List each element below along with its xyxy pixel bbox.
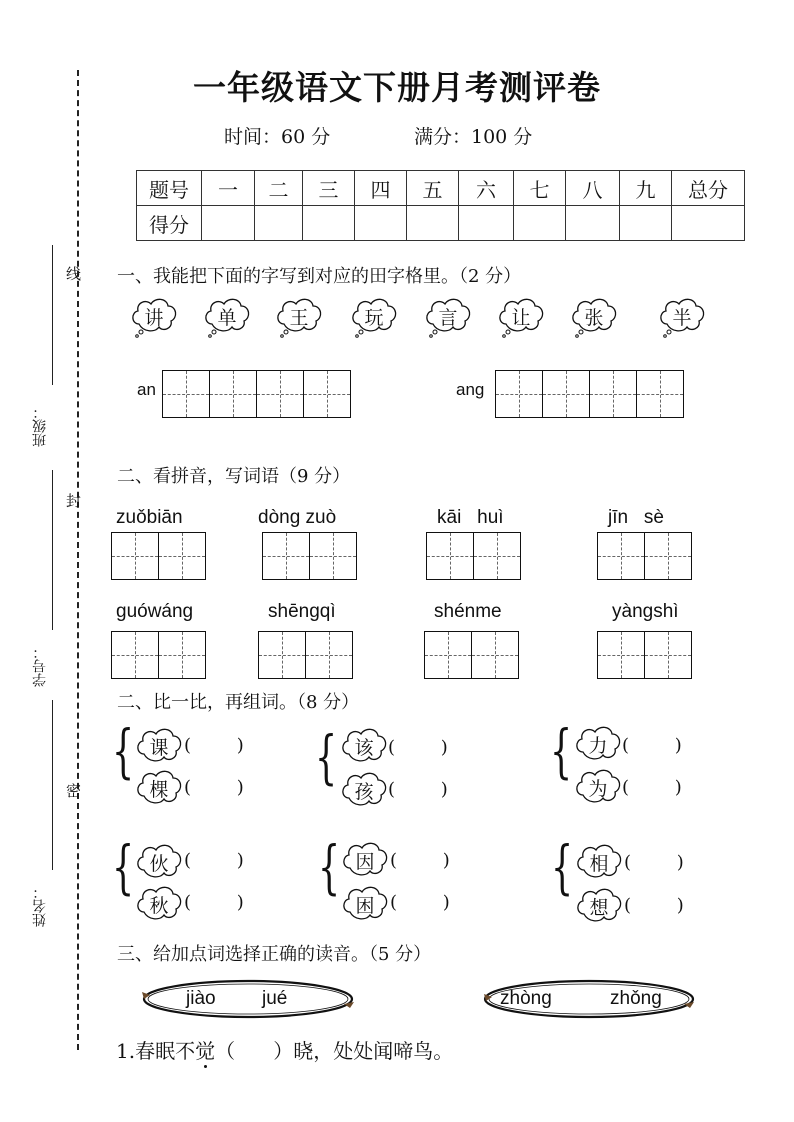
answer-paren[interactable]: ( ) — [184, 850, 244, 871]
word-grid — [426, 532, 521, 580]
tianzige-cell[interactable] — [644, 532, 692, 580]
cloud-char: 张 — [584, 307, 604, 329]
score-input-cell[interactable] — [620, 206, 672, 241]
group-label-ang: ang — [456, 380, 485, 399]
word-grid — [111, 532, 206, 580]
pinyin-label: yàngshì — [612, 601, 679, 622]
tianzige-cell[interactable] — [597, 631, 645, 679]
tianzige-cell[interactable] — [111, 631, 159, 679]
tianzige-cell[interactable] — [158, 631, 206, 679]
time-label: 时间：60 分 — [224, 126, 331, 148]
number-label: 学号： — [32, 645, 48, 687]
score-input-cell[interactable] — [355, 206, 407, 241]
answer-paren[interactable]: ( ) — [622, 777, 682, 798]
tianzige-cell[interactable] — [471, 631, 519, 679]
char-cloud — [129, 294, 179, 334]
full-marks-label: 满分：100 分 — [414, 126, 533, 148]
answer-paren[interactable]: ( ) — [390, 892, 450, 913]
option-jiao[interactable]: jiào — [186, 988, 216, 1009]
cloud-char: 玩 — [364, 307, 384, 329]
tianzige-cell[interactable] — [305, 631, 353, 679]
tianzige-cell[interactable] — [589, 370, 637, 418]
score-header-cell: 三 — [303, 171, 355, 206]
tianzige-cell[interactable] — [209, 370, 257, 418]
tianzige-ang-group — [495, 370, 684, 418]
score-header-cell: 二 — [255, 171, 303, 206]
pronunciation-oval — [478, 974, 700, 1024]
word-grid — [597, 532, 692, 580]
char-cloud — [496, 294, 546, 334]
char-cloud — [339, 724, 389, 764]
score-header-cell: 题号 — [137, 171, 202, 206]
answer-paren[interactable]: ( ) — [184, 892, 244, 913]
score-header-cell: 七 — [514, 171, 566, 206]
binding-dashed-line — [77, 70, 79, 1050]
oval-outline — [136, 974, 360, 1024]
time-info — [224, 122, 330, 149]
score-input-cell[interactable] — [407, 206, 459, 241]
tianzige-cell[interactable] — [262, 532, 310, 580]
option-jue[interactable]: jué — [262, 988, 288, 1009]
score-header-cell: 五 — [407, 171, 459, 206]
score-table-header-row — [137, 171, 745, 206]
score-header-cell: 六 — [459, 171, 514, 206]
word-grid — [424, 631, 519, 679]
pinyin-label: shénme — [434, 601, 502, 622]
class-line — [52, 245, 53, 385]
char-cloud — [134, 840, 184, 880]
score-input-cell[interactable] — [514, 206, 566, 241]
question-sentence — [116, 1035, 453, 1064]
pinyin-label: jīn sè — [608, 507, 664, 528]
cloud-char: 课 — [149, 737, 169, 759]
score-header-cell: 八 — [566, 171, 620, 206]
answer-paren[interactable]: ( ) — [624, 895, 684, 916]
cloud-char: 讲 — [144, 307, 164, 329]
cloud-char: 伙 — [149, 853, 169, 875]
brace: { — [112, 833, 135, 901]
name-label: 姓名： — [32, 885, 48, 927]
number-line — [52, 470, 53, 630]
cloud-char: 单 — [217, 307, 237, 329]
cloud-char: 力 — [588, 735, 608, 757]
answer-paren[interactable]: ( ) — [622, 735, 682, 756]
word-grid — [597, 631, 692, 679]
char-cloud — [657, 294, 707, 334]
answer-paren[interactable]: ( ) — [624, 852, 684, 873]
pinyin-label: kāi huì — [437, 507, 504, 528]
option-zhong3[interactable]: zhǒng — [610, 988, 662, 1009]
binding-seal-char: 封 — [66, 492, 82, 510]
tianzige-cell[interactable] — [542, 370, 590, 418]
tianzige-cell[interactable] — [162, 370, 210, 418]
char-cloud — [134, 766, 184, 806]
tianzige-cell[interactable] — [256, 370, 304, 418]
tianzige-cell[interactable] — [424, 631, 472, 679]
char-cloud — [423, 294, 473, 334]
cloud-char: 王 — [289, 307, 309, 329]
answer-paren[interactable]: ( ) — [388, 779, 448, 800]
class-label: 班级： — [32, 405, 48, 447]
score-row-label: 得分 — [137, 206, 202, 241]
pinyin-label: dòng zuò — [258, 507, 337, 528]
cloud-char: 言 — [438, 307, 458, 329]
pronunciation-oval — [136, 974, 360, 1024]
answer-paren[interactable]: ( ) — [184, 735, 244, 756]
char-cloud — [274, 294, 324, 334]
char-cloud — [573, 765, 623, 805]
cloud-char: 相 — [589, 853, 609, 875]
cloud-char: 困 — [355, 895, 375, 917]
char-cloud — [134, 882, 184, 922]
section2-heading: 二、看拼音，写词语（9 分） — [117, 466, 351, 487]
cloud-char: 为 — [588, 778, 608, 800]
binding-secret-char: 密 — [66, 782, 82, 800]
score-input-cell[interactable] — [672, 206, 745, 241]
brace: { — [550, 717, 573, 785]
char-cloud — [134, 724, 184, 764]
tianzige-cell[interactable] — [309, 532, 357, 580]
answer-paren[interactable]: ( ) — [184, 777, 244, 798]
binding-line-char: 线 — [66, 265, 82, 283]
option-zhong4[interactable]: zhòng — [500, 988, 552, 1009]
tianzige-cell[interactable] — [495, 370, 543, 418]
char-cloud — [574, 840, 624, 880]
answer-paren[interactable]: ( ) — [388, 737, 448, 758]
sentence-suffix[interactable]: （ ）晓，处处闻啼鸟。 — [215, 1039, 454, 1063]
cloud-char: 半 — [672, 307, 692, 329]
page-title: 一年级语文下册月考测评卷 — [193, 68, 601, 107]
tianzige-cell[interactable] — [426, 532, 474, 580]
tianzige-cell[interactable] — [258, 631, 306, 679]
pinyin-label: zuǒbiān — [116, 507, 183, 528]
brace: { — [315, 723, 338, 791]
char-cloud — [573, 722, 623, 762]
cloud-char: 想 — [589, 897, 609, 919]
tianzige-cell[interactable] — [111, 532, 159, 580]
brace: { — [112, 717, 135, 785]
score-header-cell: 一 — [202, 171, 255, 206]
cloud-char: 因 — [355, 851, 375, 873]
word-grid — [262, 532, 357, 580]
full-marks-info — [414, 122, 532, 149]
tianzige-an-group — [162, 370, 351, 418]
sentence-prefix: 1.春眠不 — [116, 1039, 196, 1063]
char-cloud — [569, 294, 619, 334]
brace: { — [318, 833, 341, 901]
char-cloud — [340, 882, 390, 922]
score-header-cell: 四 — [355, 171, 407, 206]
tianzige-cell[interactable] — [158, 532, 206, 580]
tianzige-cell[interactable] — [303, 370, 351, 418]
score-table — [136, 170, 745, 241]
cloud-char: 该 — [354, 737, 374, 759]
section4-heading: 三、给加点词选择正确的读音。（5 分） — [117, 944, 432, 965]
tianzige-cell[interactable] — [597, 532, 645, 580]
name-line — [52, 700, 53, 870]
cloud-char: 棵 — [149, 779, 169, 801]
section3-heading: 二、比一比，再组词。（8 分） — [117, 692, 360, 713]
score-table-score-row — [137, 206, 745, 241]
score-input-cell[interactable] — [459, 206, 514, 241]
pinyin-label: shēngqì — [268, 601, 336, 622]
score-input-cell[interactable] — [255, 206, 303, 241]
score-input-cell[interactable] — [303, 206, 355, 241]
char-cloud — [340, 838, 390, 878]
pinyin-label: guówáng — [116, 601, 194, 622]
char-cloud — [349, 294, 399, 334]
answer-paren[interactable]: ( ) — [390, 850, 450, 871]
score-header-cell: 九 — [620, 171, 672, 206]
score-input-cell[interactable] — [202, 206, 255, 241]
cloud-char: 让 — [511, 307, 531, 329]
char-cloud — [574, 884, 624, 924]
word-grid — [258, 631, 353, 679]
tianzige-cell[interactable] — [473, 532, 521, 580]
section1-heading: 一、我能把下面的字写到对应的田字格里。（2 分） — [117, 266, 522, 287]
brace: { — [551, 833, 574, 901]
cloud-char: 孩 — [354, 781, 374, 803]
dotted-char: 觉 — [195, 1039, 216, 1063]
score-header-cell: 总分 — [672, 171, 745, 206]
score-input-cell[interactable] — [566, 206, 620, 241]
word-grid — [111, 631, 206, 679]
group-label-an: an — [137, 380, 156, 399]
char-cloud — [339, 768, 389, 808]
tianzige-cell[interactable] — [644, 631, 692, 679]
char-cloud — [202, 294, 252, 334]
cloud-char: 秋 — [149, 895, 169, 917]
tianzige-cell[interactable] — [636, 370, 684, 418]
